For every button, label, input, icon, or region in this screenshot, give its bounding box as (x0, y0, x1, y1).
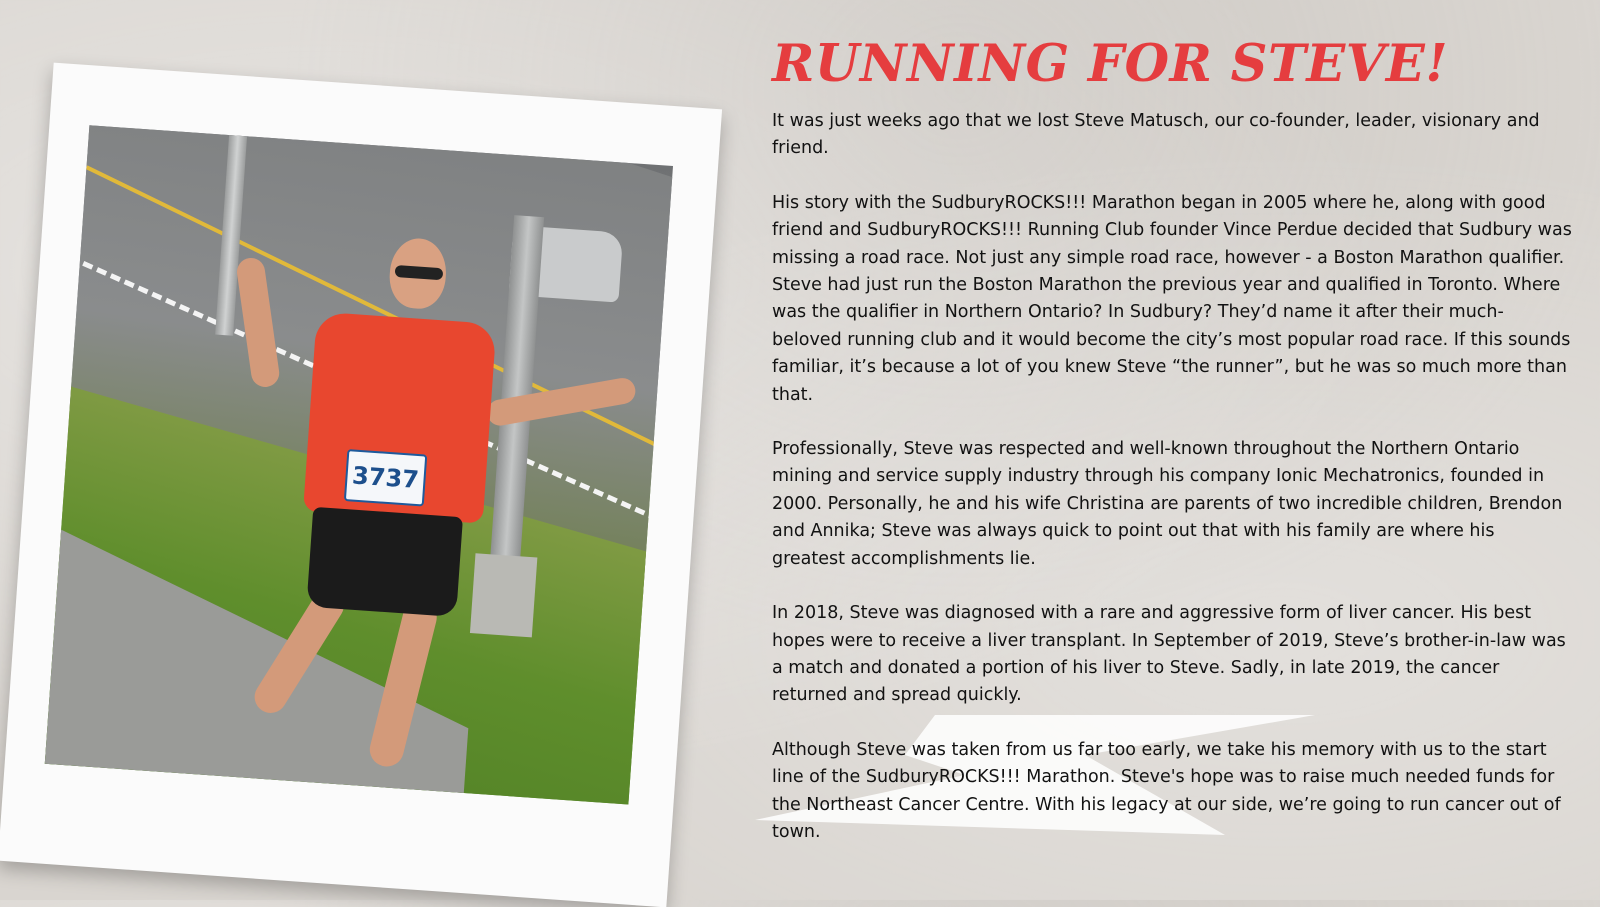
runner-right-leg (366, 597, 440, 770)
runner-figure (194, 216, 652, 804)
runner-right-arm (485, 376, 637, 428)
article-body (772, 108, 1572, 846)
runner-photo (45, 125, 673, 804)
polaroid-frame (0, 63, 722, 907)
article-content (772, 30, 1572, 873)
paragraph-legacy: Although Steve was taken from us far too early, we take his memory with us to the start line of the SudburyROCKS!!! Marathon. Steve's hope was to raise much needed funds for the Northeast Cancer Centre. With his legacy at our side, we’re going to run cancer out of town. (772, 739, 1561, 842)
paragraph-intro: It was just weeks ago that we lost Steve Matusch, our co-founder, leader, visionary and friend. (772, 111, 1540, 159)
page-title: RUNNING FOR STEVE! (772, 34, 1449, 94)
runner-shorts (306, 507, 463, 617)
paragraph-story: His story with the SudburyROCKS!!! Marathon began in 2005 where he, along with good friend and SudburyROCKS!!! Running Club founder Vince Perdue decided that Sudbury was missing a road race. Not just any simple road race, however - a Boston Marathon qualifier. Steve had just run the Boston Marathon the previous year and qualified in Toronto. Where was the qualifier in Northern Ontario? In Sudbury? They’d name it after their much-beloved running club and it would become the city’s most popular road race. If this sounds familiar, it’s because a lot of you knew Steve “the runner”, but he was so much more than that. (772, 192, 1572, 405)
runner-left-arm (235, 256, 281, 389)
race-bib: 3737 (344, 449, 427, 506)
paragraph-diagnosis: In 2018, Steve was diagnosed with a rare and aggressive form of liver cancer. His best hopes were to receive a liver transplant. In September of 2019, Steve’s brother-in-law was a match and donated a portion of his liver to Steve. Sadly, in late 2019, the cancer returned and spread quickly. (772, 603, 1566, 706)
paragraph-professional: Professionally, Steve was respected and well-known throughout the Northern Ontario mining and service supply industry through his company Ionic Mechatronics, founded in 2000. Personally, he and his wife Christina are parents of two incredible children, Brendon and Annika; Steve was always quick to point out that with his family are where his greatest accomplishments lie. (772, 439, 1563, 569)
